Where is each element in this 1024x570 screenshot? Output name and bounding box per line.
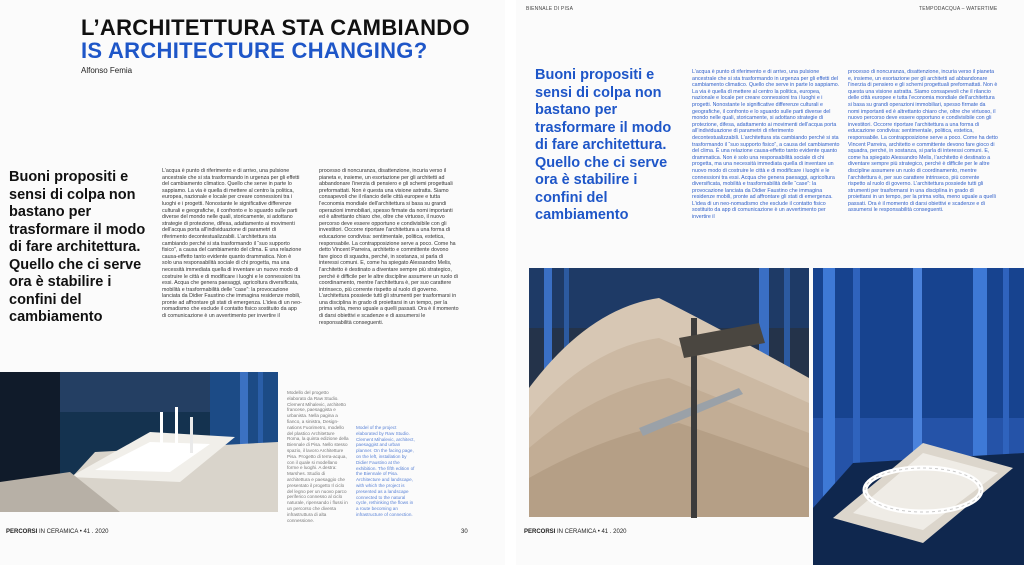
pullquote-blue: Buoni propositi e sensi di colpa non bastano per trasformare il modo di fare architettura. Quello che ci serve ora è stabilire i confini del cambiamento: [535, 67, 672, 223]
title-italian: L’ARCHITETTURA STA CAMBIANDO: [81, 15, 470, 40]
right-page: [516, 0, 1024, 565]
footer-right: [524, 529, 627, 535]
footer-brand-right: PERCORSI: [524, 529, 556, 535]
footer-magazine-right: IN CERAMICA: [555, 529, 597, 535]
body-column-1: L’acqua è punto di riferimento e di arrivo, una pulsione ancestrale che si sta trasformando in urgenza per gli effetti del cambiamento climatico. Quello che serve in parte lo sappiamo. La via è quella di mettere al centro la politica, europea, nazionale e locale per creare connessioni tra i luoghi e i progetti. Nonostante le significative differenze culturali e geografiche, il confronto e lo sguardo sulle parti diverse del mondo nelle quali, storicamente, si adottano strategie di protezione, difesa, adattamento ai movimenti dell’acqua porta all’individuazione di parametri di riferimento decontestualizzabili. L’architettura sta cambiando perché si sta trasformando il “suo supporto fisico”, a causa del cambiamento del clima. E una relazione causa-effetto tanto evidente quanto drammatica. Non è solo una responsabilità sociale di chi progetta, ma una necessità immediata quella di inventare un nuovo modo di costruire le città e di modificare i luoghi e le connessioni tra essi. Acqua che genera paesaggi, agricoltura diversificata, mobilità e trasformabilità delle “case”: la provocazione lanciata da Didier Faustino che immagina residenze mobili, pronte ad affrontare gli stati di emergenza. L’idea di un neo-nomadismo che esclude il contatto fisico sostituito da app di comunicazione è un avvertimento per invertire il: [162, 168, 302, 320]
header-left: BIENNALE DI PISA: [526, 6, 574, 12]
left-page: [0, 0, 505, 565]
title-english: IS ARCHITECTURE CHANGING?: [81, 38, 428, 63]
contour-model-photo: [529, 268, 809, 517]
footer-magazine: IN CERAMICA: [37, 529, 79, 535]
author-name: Alfonso Femia: [81, 66, 133, 75]
caption-italian: Modello del progetto elaborato da Raw Studio. Clement Mihalevic, architetto francese, paesaggista e urbanista. Nella pagina a fianco, a sinistra, Design-nations Fuorimetro, modello del plastico Architetture Roma, la quinta edizione della Biennale di Pisa. Nello stesso spazio, il lavoro Architetture Pisa. Progetto di terra-acqua, con il quale si modellano forme e luoghi. A destra: Marshes. Studio di architettura e paesaggio che presentato il progetto Il ciclo del legno per un nuovo parco periferico connesso al ciclo naturale, ripensando i flussi in un percorso che diventa infrastruttura di alta connessione.: [287, 390, 349, 523]
model-photo: [0, 372, 278, 512]
footer-issue: • 41 . 2020: [78, 529, 109, 535]
pullquote: Buoni propositi e sensi di colpa non bastano per trasformare il modo di fare architettura. Quello che ci serve ora è stabilire i confini del cambiamento: [9, 169, 146, 325]
caption-english: Model of the project elaborated by Raw Studio. Clement Mihalevic, architect, paesaggist and urban planner. On the facing page, on the left, installation by Didier Faustino at the exhibition. The fifth edition of the Biennale of Pisa. Architecture and landscape, with which the project is presented as a landscape connected to the natural cycle, rethinking the flows in a route becoming an infrastructure of connection.: [356, 425, 415, 517]
body-column-2-blue: processo di noncuranza, disattenzione, incuria verso il pianeta e, insieme, un esortazione per gli architetti ad abbandonare l’inerzia di pensiero e gli schemi progettuali preformattati. Non è questa una visione astratta. Siamo consapevoli che il rilancio delle città europee e tutta l’economia mondiale dell’architettura si basa su grandi operazioni immobiliari, spesso firmate da nomi importanti ed è altrettanto chiaro che, oltre che virtuoso, il nuovo percorso deve essere opportuno e condivisibile con gli investitori. Occorre riportare l’architettura a una forma di educazione condivisa: sentimentale, politica, estetica, responsabile. La contrapposizione serve a poco. Come ha detto Vincent Parreira, architetto e committente devono fare gioco di squadra, perché, in sostanza, si parla di interessi comuni. E, come ha spiegato Alessandro Melis, l’architetto è destinato a diventare sempre più strategico, perché è difficile per le altre discipline assumere un ruolo di coordinamento, mentre l’architettura è, per suo carattere intrinseco, più corrente rispetto al ruolo di governo. L’architettura possiede tutti gli strumenti per trasformarsi in una disciplina in grado di proiettarsi in un tempo, per la prima volta, meno uguale a quelli passati. Ora è il momento di darsi obiettivi e scadenze e di assumersi le responsabilità conseguenti.: [848, 69, 998, 214]
footer-issue-right: • 41 . 2020: [596, 529, 627, 535]
body-column-2: processo di noncuranza, disattenzione, incuria verso il pianeta e, insieme, un esortazione per gli architetti ad abbandonare l’inerzia di pensiero e gli schemi progettuali preformattati. Non è questa una visione astratta. Siamo consapevoli che il rilancio delle città europee e tutta l’economia mondiale dell’architettura si basa su grandi operazioni immobiliari, spesso firmate da nomi importanti ed è altrettanto chiaro che, oltre che virtuoso, il nuovo percorso deve essere opportuno e condivisibile con gli investitori. Occorre riportare l’architettura a una forma di educazione condivisa: sentimentale, politica, estetica, responsabile. La contrapposizione serve a poco. Come ha detto Vincent Parreira, architetto e committente dovono fare gioco di squadra, perché, in sostanza, si parla di interessi comuni. E, come ha spiegato Alessandro Melis, l’architetto è destinato a diventare sempre più strategico, perché è difficile per le altre discipline assumere un ruolo di coordinamento, mentre l’architettura è, per suo carattere intrinseco, più corrente rispetto al ruolo di governo. L’architettura possiede tutti gli strumenti per trasformarsi in una disciplina in grado di proiettarsi in un tempo, per la prima volta, meno uguale a quelli passati. Ora è il momento di darsi obiettivi e scadenze e di assumersi le responsabilità conseguenti.: [319, 168, 459, 326]
footer-brand: PERCORSI: [6, 529, 38, 535]
body-column-1-blue: L’acqua è punto di riferimento e di arrivo, una pulsione ancestrale che si sta trasformando in urgenza per gli effetti del cambiamento climatico. Quello che serve in parte lo sappiamo. La via è quella di mettere al centro la politica, europea, nazionale e locale per creare connessioni tra i luoghi e i progetti. Nonostante le significative differenze culturali e geografiche, il confronto e lo sguardo sulle parti diverse del mondo nelle quali, storicamente, si adottano strategie di protezione, difesa, adattamento ai movimenti dell’acqua porta all’individuazione di parametri di riferimento decontestualizzabili. L’architettura sta cambiando perché si sta trasformando il “suo supporto fisico”, a causa del cambiamento del clima. È una relazione causa-effetto tanto evidente quanto drammatica. Non è solo una responsabilità sociale di chi progetta, ma una necessità immediata quella di inventare un nuovo modo di costruire le città e di modificare i luoghi e le connessioni tra essi. Acqua che genera paesaggi, agricoltura diversificata, mobilità e trasformabilità delle “case”: la provocazione lanciata da Didier Faustino che immagina residenze mobili, pronte ad affrontare gli stati di emergenza. L’idea di un neo-nomadismo che esclude il contatto fisico sostituito da app di comunicazione è un avvertimento per invertire il: [692, 69, 840, 221]
ring-model-photo: [813, 268, 1024, 565]
page-number: 30: [461, 529, 468, 535]
header-right: TEMPODACQUA – WATERTIME: [919, 6, 998, 12]
page-gutter: [505, 0, 516, 565]
footer-left: [6, 529, 109, 535]
